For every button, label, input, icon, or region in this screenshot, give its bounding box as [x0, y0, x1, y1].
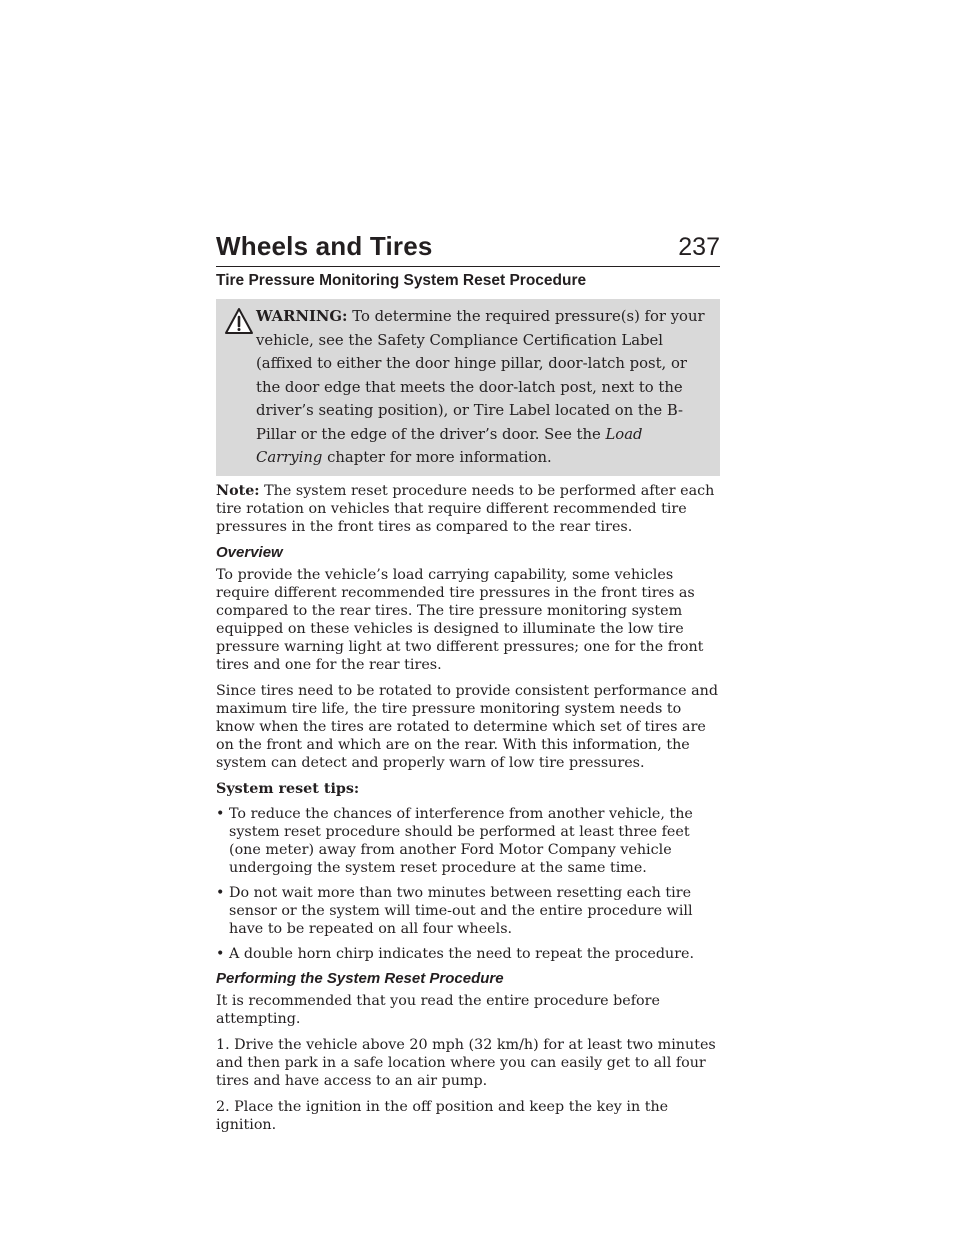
tips-title: System reset tips:	[216, 780, 360, 797]
note-label: Note:	[216, 482, 260, 499]
chapter-reference: Load Carrying	[256, 425, 643, 466]
procedure-step: 2. Place the ignition in the off position and keep the key in the ignition.	[216, 1098, 669, 1133]
warning-text: To determine the required pressure(s) for your vehicle, see the Safety Compliance Certification Label (affixed to either the door hinge pillar, door-latch post, or the door edge that meets the door-latch post, next to the driver’s seating position), or Tire Label located on the B-Pillar or the edge of the driver’s door. See the	[256, 308, 705, 443]
list-item: • To reduce the chances of interference from another vehicle, the system reset procedure should be performed at least three feet (one meter) away from another Ford Motor Company vehicle undergoing the system reset procedure at the same time.	[216, 805, 720, 877]
warning-box	[216, 299, 720, 476]
note-paragraph	[216, 482, 720, 536]
section-title: Tire Pressure Monitoring System Reset Procedure	[216, 272, 587, 289]
note-text: The system reset procedure needs to be performed after each tire rotation on vehicles that require different recommended tire pressures in the front tires as compared to the rear tires.	[216, 482, 715, 535]
tips-list	[216, 805, 720, 963]
procedure-step: 1. Drive the vehicle above 20 mph (32 km/h) for at least two minutes and then park in a safe location where you can easily get to all four tires and have access to an air pump.	[216, 1036, 716, 1089]
chapter-title: Wheels and Tires	[216, 231, 433, 261]
warning-triangle-icon	[224, 307, 254, 335]
procedure-intro: It is recommended that you read the entire procedure before attempting.	[216, 992, 660, 1027]
procedure-heading: Performing the System Reset Procedure	[216, 969, 504, 987]
overview-paragraph: Since tires need to be rotated to provide consistent performance and maximum tire life, the tire pressure monitoring system needs to know when the tires are rotated to determine which set of tires are on the front and which are on the rear. With this information, the system can detect and properly warn of low tire pressures.	[216, 682, 719, 771]
overview-heading: Overview	[216, 543, 283, 561]
list-item: • Do not wait more than two minutes between resetting each tire sensor or the system will time-out and the entire procedure will have to be repeated on all four wheels.	[216, 884, 720, 938]
warning-label: WARNING:	[256, 308, 348, 325]
list-item: • A double horn chirp indicates the need to repeat the procedure.	[216, 945, 720, 963]
page-content	[216, 272, 720, 1142]
overview-paragraph: To provide the vehicle’s load carrying capability, some vehicles require different recommended tire pressures in the front tires as compared to the rear tires. The tire pressure monitoring system equipped on these vehicles is designed to illuminate the low tire pressure warning light at two different pressures; one for the front tires and one for the rear tires.	[216, 566, 704, 673]
page-number: 237	[678, 233, 720, 261]
page-header	[216, 226, 720, 267]
warning-text-end: chapter for more information.	[327, 449, 552, 466]
